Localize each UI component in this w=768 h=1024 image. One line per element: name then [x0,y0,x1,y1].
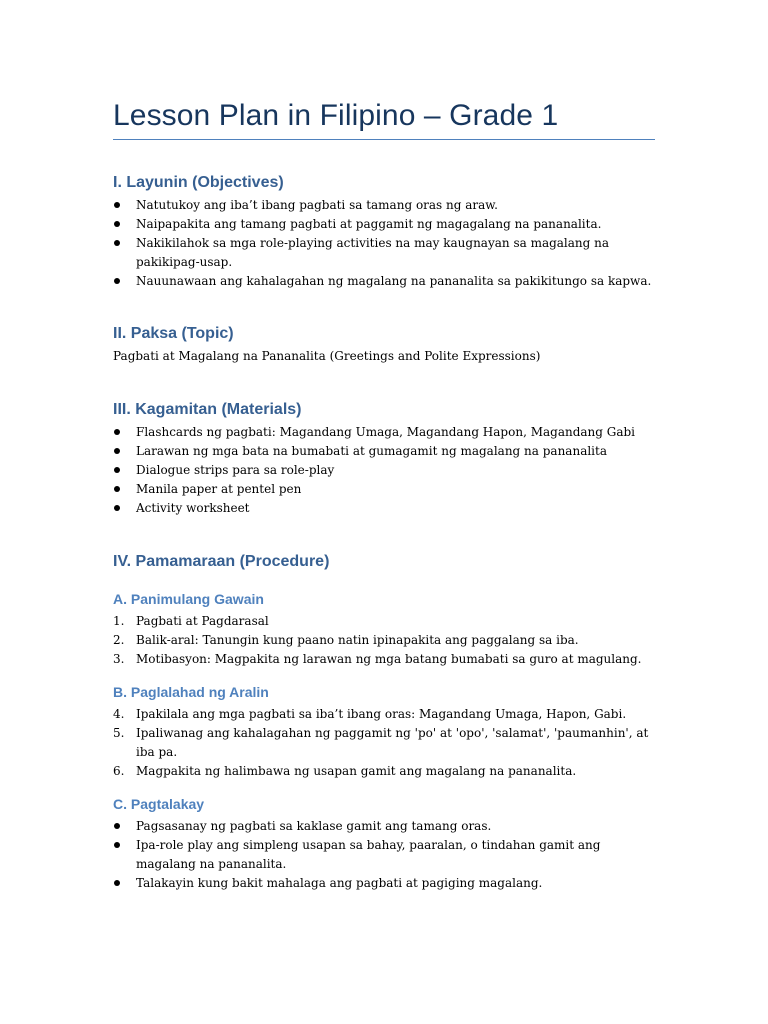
list-item-text: Dialogue strips para sa role-play [136,463,335,477]
bullet-icon [114,842,120,848]
list-item-text: Flashcards ng pagbati: Magandang Umaga, Magandang Hapon, Magandang Gabi [136,425,636,439]
list-item [113,724,655,762]
list-item-text: Talakayin kung bakit mahalaga ang pagbati at pagiging magalang. [136,876,543,890]
list-item [113,442,655,461]
bullet-icon [114,505,120,511]
bullet-icon [114,823,120,829]
materials-list [113,423,655,518]
list-item [113,234,655,272]
document-title: Lesson Plan in Filipino – Grade 1 [113,99,559,132]
materials-heading: III. Kagamitan (Materials) [113,401,302,418]
bullet-icon [114,486,120,492]
procedure-c-list [113,817,655,893]
objectives-list [113,196,655,291]
list-item [113,631,655,650]
bullet-icon [114,202,120,208]
bullet-icon [114,880,120,886]
procedure-heading: IV. Pamamaraan (Procedure) [113,553,330,570]
list-item-text: Nauunawaan ang kahalagahan ng magalang na pananalita sa pakikitungo sa kapwa. [136,274,652,288]
list-item [113,423,655,442]
list-item-text: Pagsasanay ng pagbati sa kaklase gamit ang tamang oras. [136,819,492,833]
list-item [113,196,655,215]
list-item [113,461,655,480]
topic-heading: II. Paksa (Topic) [113,325,234,342]
procedure-b-heading: B. Paglalahad ng Aralin [113,684,269,700]
list-item [113,762,655,781]
procedure-a-heading: A. Panimulang Gawain [113,591,264,607]
list-item [113,705,655,724]
list-item-text: Natutukoy ang iba’t ibang pagbati sa tamang oras ng araw. [136,198,498,212]
bullet-icon [114,448,120,454]
list-item [113,836,655,874]
list-item [113,480,655,499]
list-item-text: Ipa-role play ang simpleng usapan sa bahay, paaralan, o tindahan gamit ang magalang na pananalita. [136,838,601,871]
procedure-c-heading: C. Pagtalakay [113,796,205,812]
list-item-text: Balik-aral: Tanungin kung paano natin ipinapakita ang paggalang sa iba. [136,633,579,647]
bullet-icon [114,278,120,284]
title-underline [113,139,655,140]
list-number: 1. [113,614,125,628]
list-item-text: Activity worksheet [136,501,250,515]
procedure-a-list [113,612,655,669]
list-item-text: Naipapakita ang tamang pagbati at paggamit ng magagalang na pananalita. [136,217,602,231]
list-item-text: Ipaliwanag ang kahalagahan ng paggamit ng 'po' at 'opo', 'salamat', 'paumanhin', at iba pa. [136,726,649,759]
list-item-text: Larawan ng mga bata na bumabati at gumagamit ng magalang na pananalita [136,444,607,458]
list-item [113,272,655,291]
list-number: 4. [113,707,125,721]
list-item [113,650,655,669]
list-item-text: Pagbati at Pagdarasal [136,614,269,628]
list-number: 5. [113,726,125,740]
bullet-icon [114,240,120,246]
procedure-b-list [113,705,655,781]
objectives-heading: I. Layunin (Objectives) [113,174,284,191]
list-item [113,215,655,234]
list-item-text: Nakikilahok sa mga role-playing activities na may kaugnayan sa magalang na pakikipag-usap. [136,236,610,269]
document-page [113,98,655,893]
list-item [113,612,655,631]
bullet-icon [114,221,120,227]
list-item [113,499,655,518]
list-item-text: Motibasyon: Magpakita ng larawan ng mga batang bumabati sa guro at magulang. [136,652,642,666]
list-item [113,817,655,836]
list-item-text: Magpakita ng halimbawa ng usapan gamit ang magalang na pananalita. [136,764,577,778]
list-number: 2. [113,633,125,647]
list-number: 6. [113,764,125,778]
bullet-icon [114,429,120,435]
list-item [113,874,655,893]
list-number: 3. [113,652,125,666]
list-item-text: Ipakilala ang mga pagbati sa iba’t ibang oras: Magandang Umaga, Hapon, Gabi. [136,707,627,721]
bullet-icon [114,467,120,473]
list-item-text: Manila paper at pentel pen [136,482,302,496]
topic-text: Pagbati at Magalang na Pananalita (Greetings and Polite Expressions) [113,349,541,363]
